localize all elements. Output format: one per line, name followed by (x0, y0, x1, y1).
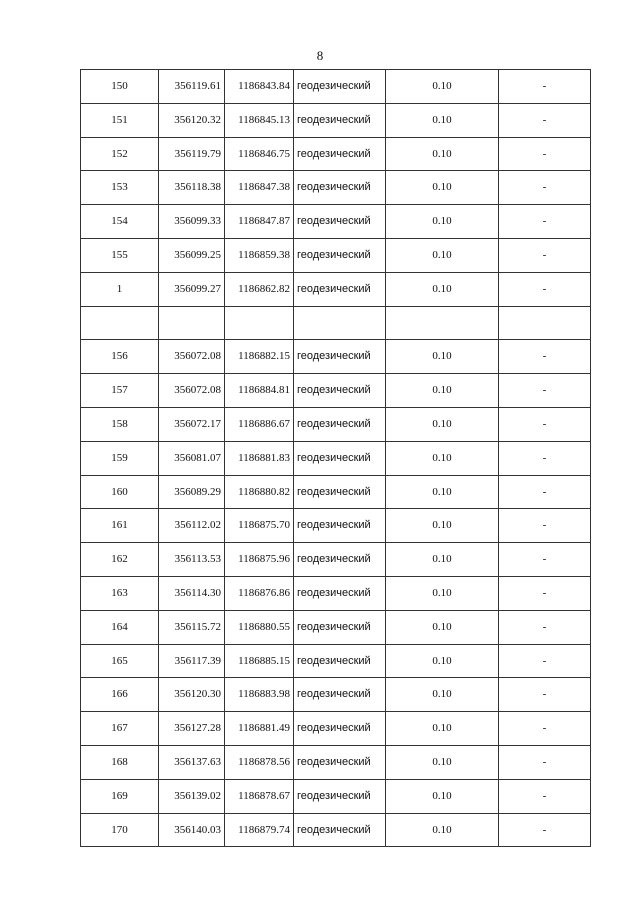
x-coordinate-cell: 356072.17 (159, 407, 225, 441)
y-coordinate-cell: 1186883.98 (225, 678, 294, 712)
table-row (81, 340, 591, 374)
method-cell: геодезический (294, 272, 386, 306)
page-number: 8 (316, 48, 324, 63)
point-number-cell: 159 (81, 441, 159, 475)
point-number-cell: 1 (81, 272, 159, 306)
note-cell: - (499, 374, 591, 408)
accuracy-cell: 0.10 (386, 644, 499, 678)
x-coordinate-cell: 356117.39 (159, 644, 225, 678)
x-coordinate-cell: 356081.07 (159, 441, 225, 475)
point-number-cell: 158 (81, 407, 159, 441)
note-cell: - (499, 509, 591, 543)
x-coordinate-cell: 356140.03 (159, 813, 225, 847)
note-cell: - (499, 813, 591, 847)
note-cell: - (499, 576, 591, 610)
point-number-cell: 165 (81, 644, 159, 678)
y-coordinate-cell: 1186881.49 (225, 712, 294, 746)
note-cell: - (499, 475, 591, 509)
accuracy-cell: 0.10 (386, 374, 499, 408)
accuracy-cell: 0.10 (386, 610, 499, 644)
x-coordinate-cell: 356118.38 (159, 171, 225, 205)
accuracy-cell: 0.10 (386, 205, 499, 239)
point-number-cell: 150 (81, 70, 159, 104)
point-number-cell: 157 (81, 374, 159, 408)
y-coordinate-cell: 1186875.70 (225, 509, 294, 543)
x-coordinate-cell: 356114.30 (159, 576, 225, 610)
point-number-cell: 162 (81, 543, 159, 577)
table-row (81, 441, 591, 475)
note-cell: - (499, 103, 591, 137)
note-cell: - (499, 441, 591, 475)
point-number-cell: 166 (81, 678, 159, 712)
note-cell: - (499, 407, 591, 441)
method-cell: геодезический (294, 678, 386, 712)
note-cell: - (499, 340, 591, 374)
accuracy-cell: 0.10 (386, 272, 499, 306)
table-row (81, 306, 591, 340)
table-row (81, 70, 591, 104)
note-cell: - (499, 171, 591, 205)
table-row (81, 103, 591, 137)
method-cell: геодезический (294, 441, 386, 475)
note-cell: - (499, 205, 591, 239)
table-row (81, 745, 591, 779)
y-coordinate-cell: 1186878.56 (225, 745, 294, 779)
note-cell (499, 306, 591, 340)
y-coordinate-cell: 1186882.15 (225, 340, 294, 374)
x-coordinate-cell: 356127.28 (159, 712, 225, 746)
table-row (81, 813, 591, 847)
table-row (81, 374, 591, 408)
method-cell: геодезический (294, 238, 386, 272)
coordinates-table (80, 69, 591, 847)
accuracy-cell: 0.10 (386, 70, 499, 104)
table-row (81, 475, 591, 509)
x-coordinate-cell (159, 306, 225, 340)
note-cell: - (499, 779, 591, 813)
accuracy-cell: 0.10 (386, 475, 499, 509)
method-cell: геодезический (294, 576, 386, 610)
accuracy-cell: 0.10 (386, 441, 499, 475)
y-coordinate-cell: 1186859.38 (225, 238, 294, 272)
point-number-cell: 154 (81, 205, 159, 239)
method-cell: геодезический (294, 137, 386, 171)
accuracy-cell: 0.10 (386, 543, 499, 577)
point-number-cell: 169 (81, 779, 159, 813)
point-number-cell: 153 (81, 171, 159, 205)
point-number-cell: 161 (81, 509, 159, 543)
y-coordinate-cell: 1186885.15 (225, 644, 294, 678)
note-cell: - (499, 644, 591, 678)
accuracy-cell: 0.10 (386, 813, 499, 847)
note-cell: - (499, 712, 591, 746)
y-coordinate-cell: 1186886.67 (225, 407, 294, 441)
y-coordinate-cell: 1186875.96 (225, 543, 294, 577)
accuracy-cell: 0.10 (386, 576, 499, 610)
table-row (81, 272, 591, 306)
method-cell: геодезический (294, 407, 386, 441)
accuracy-cell: 0.10 (386, 103, 499, 137)
method-cell: геодезический (294, 610, 386, 644)
x-coordinate-cell: 356072.08 (159, 374, 225, 408)
point-number-cell: 152 (81, 137, 159, 171)
table-row (81, 576, 591, 610)
y-coordinate-cell: 1186880.82 (225, 475, 294, 509)
table-row (81, 543, 591, 577)
y-coordinate-cell: 1186862.82 (225, 272, 294, 306)
y-coordinate-cell: 1186847.38 (225, 171, 294, 205)
coordinates-table-body (81, 70, 591, 847)
point-number-cell: 155 (81, 238, 159, 272)
table-row (81, 712, 591, 746)
x-coordinate-cell: 356112.02 (159, 509, 225, 543)
accuracy-cell: 0.10 (386, 779, 499, 813)
x-coordinate-cell: 356099.27 (159, 272, 225, 306)
point-number-cell: 170 (81, 813, 159, 847)
table-row (81, 171, 591, 205)
table-row (81, 678, 591, 712)
y-coordinate-cell: 1186880.55 (225, 610, 294, 644)
table-row (81, 238, 591, 272)
point-number-cell: 156 (81, 340, 159, 374)
table-row (81, 644, 591, 678)
table-row (81, 509, 591, 543)
accuracy-cell: 0.10 (386, 171, 499, 205)
point-number-cell: 160 (81, 475, 159, 509)
y-coordinate-cell: 1186843.84 (225, 70, 294, 104)
x-coordinate-cell: 356099.33 (159, 205, 225, 239)
point-number-cell: 164 (81, 610, 159, 644)
accuracy-cell: 0.10 (386, 678, 499, 712)
y-coordinate-cell: 1186884.81 (225, 374, 294, 408)
method-cell: геодезический (294, 171, 386, 205)
method-cell: геодезический (294, 644, 386, 678)
y-coordinate-cell: 1186847.87 (225, 205, 294, 239)
note-cell: - (499, 610, 591, 644)
note-cell: - (499, 543, 591, 577)
note-cell: - (499, 70, 591, 104)
note-cell: - (499, 272, 591, 306)
method-cell: геодезический (294, 70, 386, 104)
accuracy-cell (386, 306, 499, 340)
x-coordinate-cell: 356119.61 (159, 70, 225, 104)
y-coordinate-cell: 1186879.74 (225, 813, 294, 847)
y-coordinate-cell: 1186881.83 (225, 441, 294, 475)
table-row (81, 779, 591, 813)
x-coordinate-cell: 356119.79 (159, 137, 225, 171)
y-coordinate-cell (225, 306, 294, 340)
method-cell: геодезический (294, 475, 386, 509)
note-cell: - (499, 745, 591, 779)
x-coordinate-cell: 356120.30 (159, 678, 225, 712)
y-coordinate-cell: 1186876.86 (225, 576, 294, 610)
method-cell: геодезический (294, 205, 386, 239)
x-coordinate-cell: 356120.32 (159, 103, 225, 137)
method-cell: геодезический (294, 374, 386, 408)
y-coordinate-cell: 1186878.67 (225, 779, 294, 813)
method-cell: геодезический (294, 813, 386, 847)
point-number-cell: 167 (81, 712, 159, 746)
y-coordinate-cell: 1186846.75 (225, 137, 294, 171)
accuracy-cell: 0.10 (386, 137, 499, 171)
accuracy-cell: 0.10 (386, 407, 499, 441)
accuracy-cell: 0.10 (386, 238, 499, 272)
accuracy-cell: 0.10 (386, 712, 499, 746)
x-coordinate-cell: 356113.53 (159, 543, 225, 577)
method-cell: геодезический (294, 103, 386, 137)
method-cell (294, 306, 386, 340)
table-row (81, 137, 591, 171)
method-cell: геодезический (294, 340, 386, 374)
accuracy-cell: 0.10 (386, 509, 499, 543)
method-cell: геодезический (294, 779, 386, 813)
accuracy-cell: 0.10 (386, 340, 499, 374)
point-number-cell: 168 (81, 745, 159, 779)
method-cell: геодезический (294, 543, 386, 577)
accuracy-cell: 0.10 (386, 745, 499, 779)
note-cell: - (499, 137, 591, 171)
x-coordinate-cell: 356072.08 (159, 340, 225, 374)
method-cell: геодезический (294, 712, 386, 746)
x-coordinate-cell: 356089.29 (159, 475, 225, 509)
point-number-cell (81, 306, 159, 340)
method-cell: геодезический (294, 509, 386, 543)
x-coordinate-cell: 356115.72 (159, 610, 225, 644)
table-row (81, 610, 591, 644)
table-row (81, 407, 591, 441)
x-coordinate-cell: 356099.25 (159, 238, 225, 272)
point-number-cell: 163 (81, 576, 159, 610)
y-coordinate-cell: 1186845.13 (225, 103, 294, 137)
x-coordinate-cell: 356139.02 (159, 779, 225, 813)
point-number-cell: 151 (81, 103, 159, 137)
note-cell: - (499, 238, 591, 272)
table-row (81, 205, 591, 239)
x-coordinate-cell: 356137.63 (159, 745, 225, 779)
method-cell: геодезический (294, 745, 386, 779)
note-cell: - (499, 678, 591, 712)
